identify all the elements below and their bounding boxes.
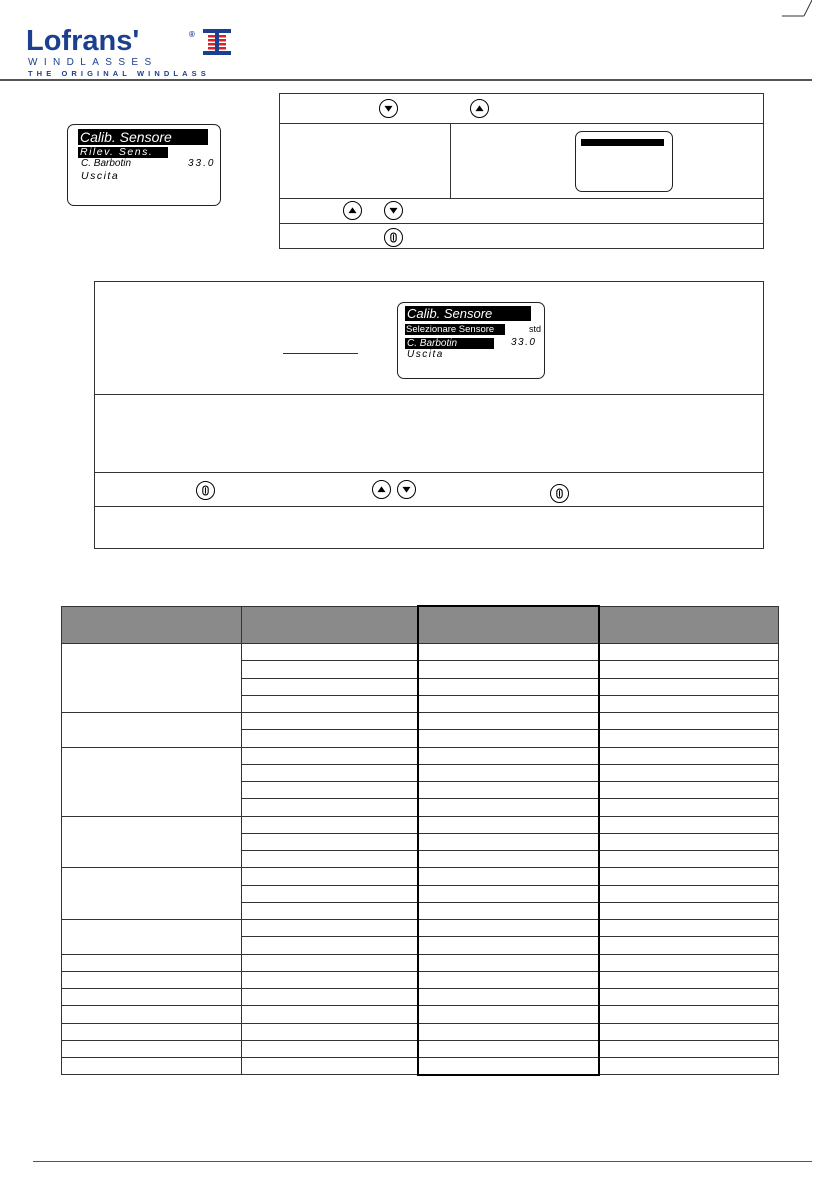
lcd-screen-blank (575, 131, 673, 192)
underline-mark (283, 353, 358, 354)
arrow-up-icon (470, 99, 489, 118)
divider (450, 123, 451, 198)
screen-item-label: C. Barbotin (405, 338, 494, 349)
divider (94, 394, 764, 395)
screen-selected-item: Selezionare Sensore (405, 324, 505, 335)
screen-exit-label: Uscita (407, 349, 444, 360)
power-button-icon (196, 481, 215, 500)
arrow-up-icon (372, 480, 391, 499)
footer-divider (33, 1161, 812, 1162)
lcd-screen-calibration-1 (67, 124, 221, 206)
divider (279, 198, 764, 199)
arrow-down-icon (397, 480, 416, 499)
power-button-icon (384, 228, 403, 247)
divider (94, 472, 764, 473)
table-border (61, 606, 62, 1074)
brand-logo (26, 26, 226, 78)
brand-name: Lofrans' (26, 25, 140, 57)
table-column-divider (241, 606, 242, 1074)
power-button-icon (550, 484, 569, 503)
screen-item-value: 33.0 (188, 158, 216, 169)
arrow-down-icon (384, 201, 403, 220)
screen-item-value: 33.0 (511, 337, 537, 348)
screen-selected-item: Rilev. Sens. (78, 147, 168, 158)
header-divider (0, 79, 812, 81)
page-corner-mark (782, 0, 812, 24)
table-highlight-column (417, 605, 600, 1076)
divider (94, 506, 764, 507)
data-table (61, 606, 779, 1078)
brand-subtitle: WINDLASSES (28, 57, 158, 68)
instruction-box-top (279, 93, 764, 249)
screen-title: Calib. Sensore (405, 306, 531, 321)
screen-item-label: C. Barbotin (81, 158, 132, 169)
screen-selected-value: std (529, 324, 542, 334)
windlass-mark-icon (202, 28, 232, 56)
screen-title: Calib. Sensore (78, 129, 208, 145)
divider (279, 223, 764, 224)
registered-mark: ® (189, 30, 195, 39)
screen-highlight-bar (581, 139, 664, 146)
table-border (778, 606, 779, 1074)
lcd-screen-calibration-2 (397, 302, 545, 379)
brand-tagline: THE ORIGINAL WINDLASS (28, 69, 210, 78)
arrow-down-icon (379, 99, 398, 118)
screen-exit-label: Uscita (81, 170, 120, 182)
divider (279, 123, 764, 124)
arrow-up-icon (343, 201, 362, 220)
